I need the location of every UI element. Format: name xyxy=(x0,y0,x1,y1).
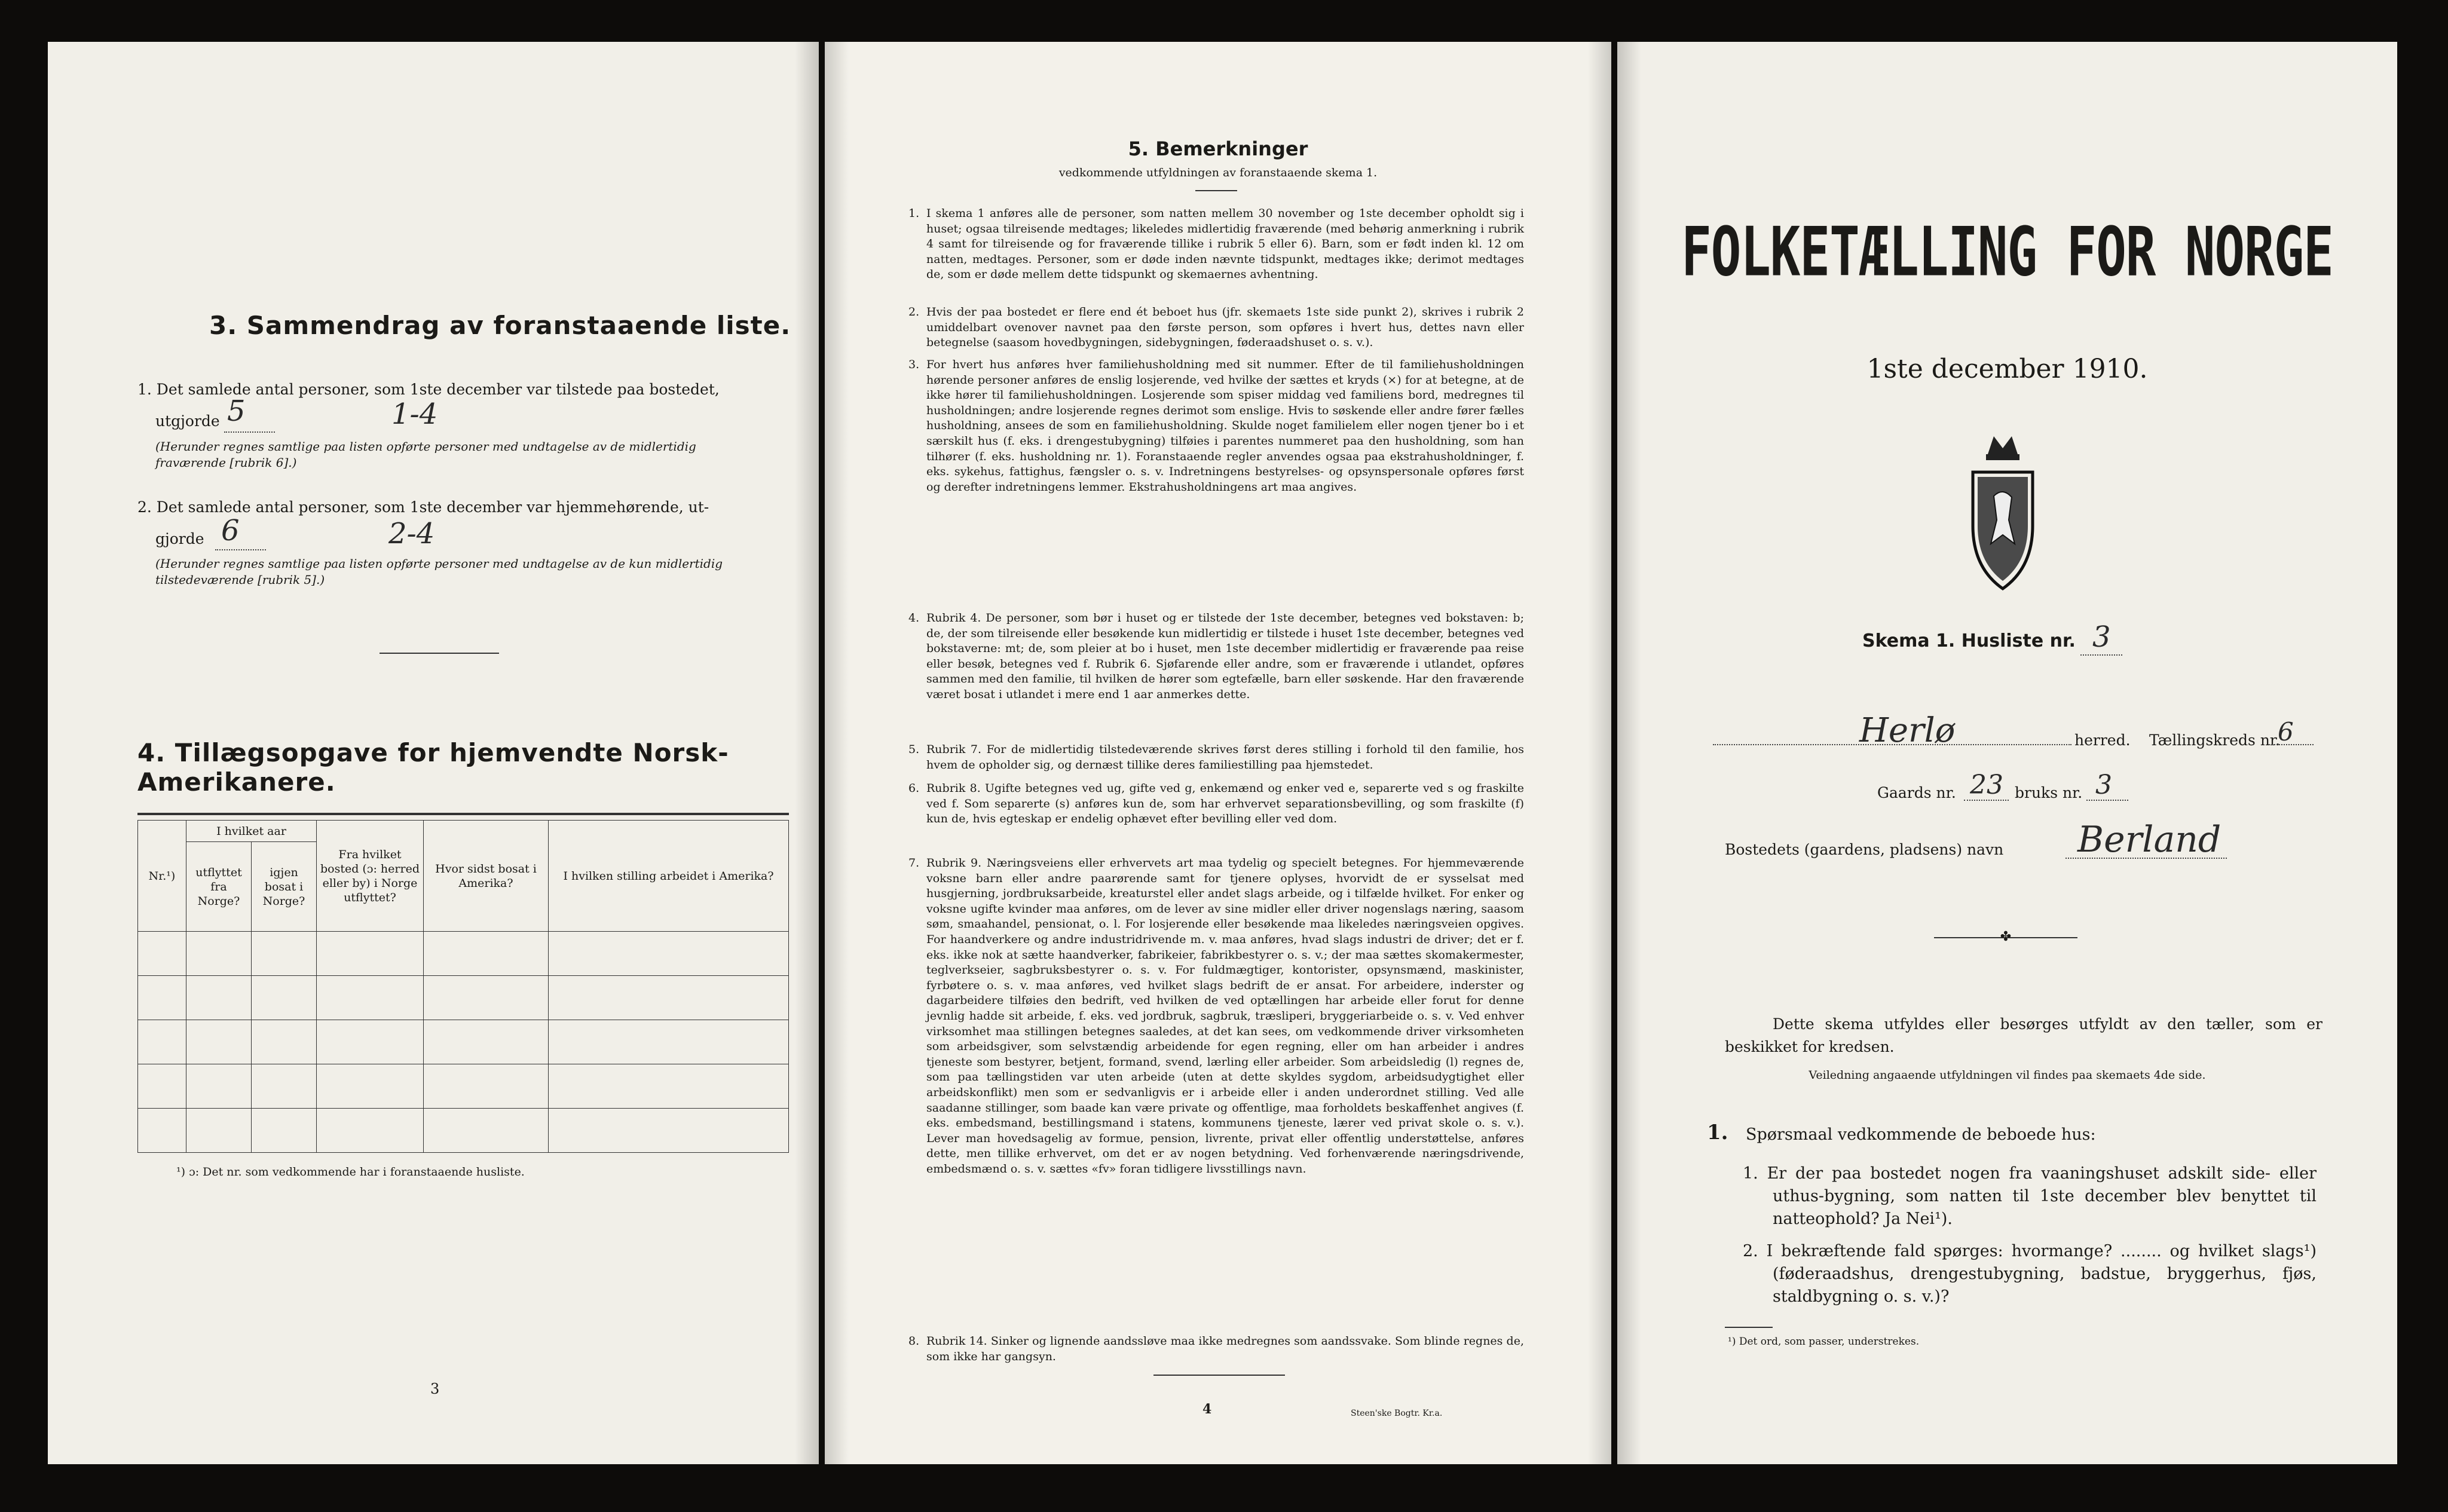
remark-number: 3. xyxy=(908,358,920,371)
footnote: ¹) Det ord, som passer, understrekes. xyxy=(1728,1336,1920,1348)
item1-text: 1. Det samlede antal personer, som 1ste december var tilstede paa bostedet, xyxy=(137,381,720,398)
gaards-value: 23 xyxy=(1970,770,2003,800)
col-stilling: I hvilken stilling arbeidet i Amerika? xyxy=(549,821,789,932)
table-row xyxy=(138,1109,789,1153)
gaards-label: Gaards nr. xyxy=(1877,784,1956,801)
remark-text: Rubrik 9. Næringsveiens eller erhvervets art maa tydelig og specielt betegnes. For hjemmeværende voksne barn eller andre paarørende samt for tjenere oplyses, hvorvidt de er sysselsat med husgjerning, jordbruksarbeide, kreaturstel eller andet slags arbeide, og i tilfælde hvilket. For enker og voksne ugifte kvinder maa anføres, om de lever av sine midler eller driver nogenslags næring, saasom søm, smaahandel, pensionat, o. l. For losjerende eller besøkende maa likeledes næringsveien opgives. For haandverkere og andre industridrivende m. v. maa anføres, hvad slags industri de driver; det er f. eks. ikke nok at sætte haandverker, fabrikeier, fabrikbestyrer o. s. v.; der maa sættes skomakermester, teglverkseier, sagbruksbestyrer o. s. v. For fuldmægtiger, kontorister, opsynsmænd, maskinister, fyrbøtere o. s. v. maa anføres, ved hvilket slags bedrift de er ansat. For arbeidere, inderster og dagarbeidere tilføies den bedrift, ved hvilken de ved optællingen har arbeide eller forut for denne jevnlig hadde sit arbeide, f. eks. ved jordbruk, sagbruk, træsliperi, bryggeriarbeide o. s. v. Ved enhver virksomhet maa stillingen betegnes saaledes, at det kan sees, om vedkommende driver virksomheten som arbeidsgiver, som selvstændig arbeidende for egen regning, eller om han arbeider i andres tjeneste som bestyrer, betjent, formand, svend, lærling eller arbeider. Som arbeidsledig (l) regnes de, som paa tællingstiden var uten arbeide (uten at dette skyldes sygdom, arbeidsudygtighet eller arbeidskonflikt) men som er sedvanligvis er i arbeide eller i anden underordnet stilling. Ved alle saadanne stillinger, som baade kan være private og offentlige, maa forholdets beskaffenhet angives (f. eks. embedsmand, bestillingsmand i statens, kommunens tjeneste, lærer ved privat skole o. s. v.). Lever man hovedsagelig av formue, pension, livrente, privat eller offentlig understøttelse, anføres dette, men tillike erhvervet, om det er av nogen betydning. Ved forhenværende næringsdrivende, embedsmænd o. s. v. sættes «fv» foran tidligere livsstillings navn. xyxy=(926,856,1524,1176)
item2-hand-note: 2-4 xyxy=(388,517,435,550)
bruks-value: 3 xyxy=(2095,770,2112,800)
remark-text: Rubrik 4. De personer, som bør i huset og er tilstede der 1ste december, betegnes ved bokstaven: b; de, der som tilreisende eller besøkende kun midlertidig er tilstede i huset 1ste december, betegnes ved bokstaverne: mt; de, som pleier at bo i huset, men 1ste december midlertidig er fraværende paa reise eller besøk, betegnes ved f. Rubrik 6. Sjøfarende eller andre, som er fraværende i utlandet, opføres sammen med den familie, til hvilken de hører som egtefælle, barn eller søskende. Har den fraværende været bosat i utlandet i mere end 1 aar anmerkes dette. xyxy=(926,611,1524,701)
remark-3 xyxy=(908,357,1524,608)
husliste-number: 3 xyxy=(2092,620,2111,654)
instruction-text: Dette skema utfyldes eller besørges utfyldt av den tæller, som er beskikket for kredsen. xyxy=(1725,1015,2322,1055)
krets-dotline xyxy=(2269,744,2314,745)
item2-note: (Herunder regnes samtlige paa listen opførte personer med undtagelse av de kun midlertidig tilstedeværende [rubrik 5].) xyxy=(155,556,723,587)
bottom-divider xyxy=(1153,1375,1285,1376)
item1-dotline xyxy=(224,431,275,433)
schema-label: Skema 1. Husliste nr. xyxy=(1862,630,2076,651)
remark-number: 7. xyxy=(908,856,920,870)
remarks-title: 5. Bemerkninger xyxy=(1128,137,1308,160)
col-nr: Nr.¹) xyxy=(138,821,186,932)
title-divider xyxy=(1195,190,1237,191)
col-fra-bosted: Fra hvilket bosted (ɔ: herred eller by) i Norge utflyttet? xyxy=(317,821,424,932)
herred-dotline xyxy=(1713,744,2071,745)
col-igjen: igjen bosat i Norge? xyxy=(252,842,317,932)
remark-text: For hvert hus anføres hver familiehusholdning med sit nummer. Efter de til familiehusholdningen hørende personer anføres de enslig losjerende, ved hvilke der sættes et kryds (×) for at betegne, at de ikke hører til familiehusholdningen. Losjerende som spiser middag ved familiens bord, medregnes til husholdningen; andre losjerende regnes derimot som enslige. Hvis to søskende eller andre fører fælles husholdning, ansees de som en familiehusholdning. Skulde noget familielem eller nogen tjener bo i et særskilt hus (f. eks. i drengestubygning) tilføies i parentes nummeret paa den husholdning, som han tilhører (f. eks. husholdning nr. 1). Foranstaaende regler anvendes ogsaa paa ekstrahusholdninger, f. eks. sykehus, fattighus, fængsler o. s. v. Indretningens bestyrelses- og opsynspersonale opføres først og derefter indretningens lemmer. Ekstrahusholdningens art maa angives. xyxy=(926,358,1524,494)
ornament-icon: ✤ xyxy=(2000,929,2012,944)
page-fold-shadow-right xyxy=(1587,42,1611,1464)
item1-note: (Herunder regnes samtlige paa listen opførte personer med undtagelse av de midlertidig fraværende [rubrik 6].) xyxy=(155,439,696,470)
remark-number: 2. xyxy=(908,305,920,319)
remarks-subtitle: vedkommende utfyldningen av foranstaaende skema 1. xyxy=(1058,166,1378,179)
item2-prefix: gjorde xyxy=(155,530,204,547)
remark-number: 6. xyxy=(908,782,920,795)
bruks-dotline xyxy=(2086,800,2128,801)
table-row xyxy=(138,1064,789,1109)
question-1-2: 2. I bekræftende fald spørges: hvormange? ........ og hvilket slags¹) (føderaadshus, drengestubygning, badstue, bryggerhus, fjøs, staldbygning o. s. v.)? xyxy=(1743,1242,2317,1306)
herred-label: herred. xyxy=(2074,731,2131,749)
form-date: 1ste december 1910. xyxy=(1866,354,2148,384)
remark-2 xyxy=(908,305,1524,353)
item2-text: 2. Det samlede antal personer, som 1ste december var hjemmehørende, ut- xyxy=(137,498,709,516)
item2-dotline xyxy=(215,549,266,550)
section3-title: 3. Sammendrag av foranstaaende liste. xyxy=(209,311,791,340)
table-row xyxy=(138,976,789,1020)
question-number: 1. xyxy=(1707,1121,1728,1144)
bruks-label: bruks nr. xyxy=(2015,784,2083,801)
remark-6 xyxy=(908,781,1524,853)
left-page xyxy=(48,42,819,1464)
remark-text: Rubrik 7. For de midlertidig tilstedeværende skrives først deres stilling i forhold til den familie, hos hvem de opholder sig, og dernæst tillike deres familiestilling paa hjemstedet. xyxy=(926,743,1524,772)
gaards-dotline xyxy=(1964,800,2009,801)
item2-value: 6 xyxy=(221,514,240,547)
col-utflyttet: utflyttet fra Norge? xyxy=(186,842,252,932)
remark-number: 1. xyxy=(908,207,920,220)
questions-heading: Spørsmaal vedkommende de beboede hus: xyxy=(1746,1125,2096,1144)
middle-page xyxy=(825,42,1611,1464)
remark-text: Rubrik 14. Sinker og lignende aandssløve maa ikke medregnes som aandssvake. Som blinde regnes de, som ikke har gangsyn. xyxy=(926,1335,1524,1363)
remark-text: Rubrik 8. Ugifte betegnes ved ug, gifte ved g, enkemænd og enker ved e, separerte ved s og fraskilte ved f. Som separerte (s) anføres kun de, som har erhvervet separationsbevilling, og som fraskilte (f) kun de, hvis egteskap er endelig ophævet efter bevilling eller ved dom. xyxy=(926,782,1524,826)
page-number: 4 xyxy=(1202,1401,1212,1417)
bosted-label: Bostedets (gaardens, pladsens) navn xyxy=(1725,841,2004,858)
remark-number: 5. xyxy=(908,743,920,756)
remark-7 xyxy=(908,856,1524,1334)
form-title: FOLKETÆLLING FOR NORGE xyxy=(1681,212,2333,292)
remark-number: 4. xyxy=(908,611,920,625)
remark-1 xyxy=(908,206,1524,299)
printer-mark: Steen'ske Bogtr. Kr.a. xyxy=(1351,1409,1443,1418)
question-1-1: 1. Er der paa bostedet nogen fra vaaningshuset adskilt side- eller uthus-bygning, som natten til 1ste december blev benyttet til natteophold? Ja Nei¹). xyxy=(1743,1164,2317,1228)
table-top-rule xyxy=(137,813,789,815)
right-page xyxy=(1617,42,2397,1464)
veiledning-text: Veiledning angaaende utfyldningen vil findes paa skemaets 4de side. xyxy=(1809,1069,2206,1082)
krets-value: 6 xyxy=(2278,717,2294,746)
remark-4 xyxy=(908,611,1524,739)
page-number: 3 xyxy=(430,1381,440,1397)
item1-prefix: utgjorde xyxy=(155,412,220,430)
coat-of-arms-icon xyxy=(1967,430,2039,592)
krets-label: Tællingskreds nr. xyxy=(2149,731,2281,749)
item1-hand-note: 1-4 xyxy=(391,397,438,431)
remark-5 xyxy=(908,742,1524,775)
table-row xyxy=(138,932,789,976)
item1-value: 5 xyxy=(227,394,246,428)
table-row xyxy=(138,1020,789,1064)
remark-text: Hvis der paa bostedet er flere end ét beboet hus (jfr. skemaets 1ste side punkt 2), skrives i rubrik 2 umiddelbart ovenover navnet paa den første person, som opføres i hvert hus, dettes navn eller betegnelse (saasom hovedbygningen, sidebygningen, føderaadshuset o. s. v.). xyxy=(926,305,1524,350)
herred-value: Herlø xyxy=(1859,711,1956,750)
remark-8 xyxy=(908,1334,1524,1370)
page-fold-shadow-left xyxy=(825,42,849,1464)
col-hvor-bosat: Hvor sidst bosat i Amerika? xyxy=(424,821,549,932)
norsk-amerikanere-table xyxy=(137,820,789,1153)
remark-number: 8. xyxy=(908,1335,920,1348)
section4-title: 4. Tillægsopgave for hjemvendte Norsk-Amerikanere. xyxy=(137,738,729,797)
remark-text: I skema 1 anføres alle de personer, som natten mellem 30 november og 1ste december opholdt sig i huset; ogsaa tilreisende medtages; likeledes midlertidig fraværende (med behørig anmerkning i rubrik 4 samt for tilreisende og for fraværende tillike i rubrik 5 eller 6). Barn, som er født inden kl. 12 om natten, medtages. Personer, som er døde inden nævnte tidspunkt, medtages ikke; derimot medtages de, som er døde mellem dette tidspunkt og skemaernes avhentning. xyxy=(926,207,1524,281)
bosted-dotline xyxy=(2066,858,2227,859)
husliste-dotline xyxy=(2080,654,2122,656)
footnote-divider xyxy=(1725,1327,1773,1328)
table-footnote: ¹) ɔ: Det nr. som vedkommende har i foranstaaende husliste. xyxy=(176,1165,525,1179)
divider xyxy=(380,653,499,654)
col-group-aar: I hvilket aar xyxy=(186,821,317,842)
bosted-value: Berland xyxy=(2077,819,2221,861)
